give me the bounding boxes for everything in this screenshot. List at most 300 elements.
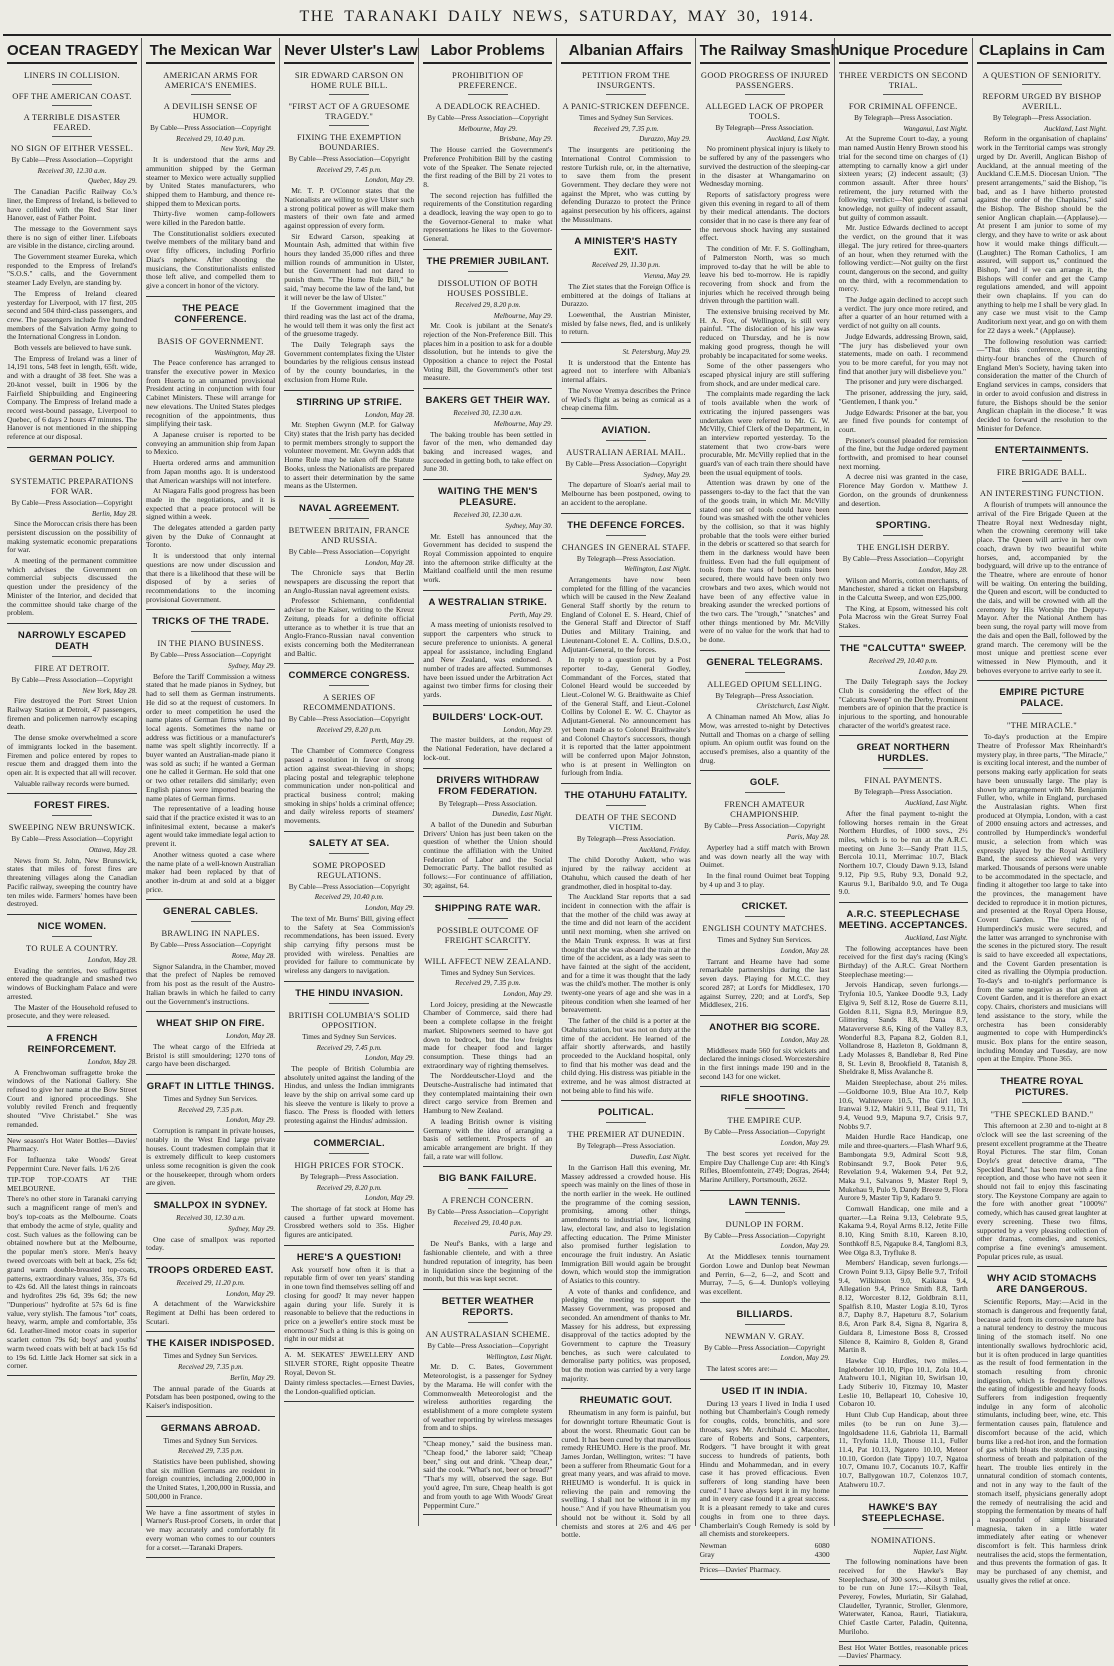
article-deck: GREAT NORTHERN HURDLES. (856, 742, 950, 765)
article-deck: AVIATION. (601, 424, 651, 436)
article-paragraph: Corruption is rampant in private houses, notably in the West End large private houses. Count tradesmen complain that it is extremely difficult to keep customers unless some recognition is given the cook or the housekeeper, through whom orders are given. (146, 1126, 276, 1188)
article (423, 896, 552, 1162)
article-dateline: Paris, May 28. (786, 833, 830, 842)
article-paragraph: The Daily Telegraph says the Jockey Club is considering the effect of the "Calcutta Sweep" on the Derby. Prominent members are of opinion that the practice is injurious to the sporting, and honourable character of the world's greatest race. (838, 677, 968, 730)
article-paragraph: Ask yourself how often it is that a reputable firm of over ten years' standing in one town find themselves selling off and closing for good? It may never happen again during your life. Surely it is reasonable to believe that the reductions in price on a jeweller's entire stock must be enormous? Such a thing is this is going on right in our midst at (284, 1264, 415, 1344)
article-paragraph: Mr. Cook is jubilant at the Senate's rejection of the Non-Preference Bill. This places him in a position to ask for a double dissolution, but he intends to give the Opposition a chance to reject the Postal Voting Bill, the Government's other test measure. (423, 321, 553, 383)
article (977, 70, 1107, 433)
article-paragraph: Scientific Reports, May:—Acid in the stomach is dangerous and frequently fatal, because acid from its corrosive nature has a natural tendency to destroy the mucous lining of the stomach itself. No one intentionally swallows hydrochloric acid, but it is often produced in large quantities as the result of food fermentation in the stomach resulting from chronic indigestion, which is frequently follows the eating of indigestible and heavy foods. Sufferers from indigestion frequently indulge in any form of alcoholic stimulants, including beer, wine, etc. This fermentation causes pain, flatulence and discomfort because of the acid, which burns like a red-hot iron, and the formation of gas which bloats the stomach, causing shortness of breath and palpitation of the heart. The trouble lies entirely in the unnatural condition of stomach contents, and not in any way to the fault of the stomach itself, physicians generally adopt the remedy of neutralising the acid and stopping the fermentation by means of half a teaspoonful of simple bisurated magnesia, taken in a little water immediately after eating or whenever discomfort is felt. This harmless drink neutralises the acid, stops the fermentation, and thus prevents the formation of gas. It may be purchased of any chemist, and usually gives the relief at once. (976, 1297, 1107, 1585)
article-paragraph: The Empress of Ireland was a liner of 14,191 tons, 548 feet in length, 65ft. wide, and with a draught of 38 feet. She was a 20-knot vessel, built in 1906 by the Fairfield Shipbuilding and Engineering Company. The Empress of Ireland made a record west-bound passage, Liverpool to Quebec, of 6 days 2 hours 47 minutes. The Hanover is not mentioned in the shipping reference at our disposal. (7, 353, 137, 442)
article-paragraph: The Peace conference has arranged to transfer the executive power in Mexico from Huerta to an unnamed provisional President acting in conjunction with four Cabinet Ministers. These will arrange for new elevations. The United States pledges recognition of the appointments, thus simplifying their task. (146, 358, 276, 429)
column-headline: CLaplains in Cam (977, 38, 1107, 64)
deck-rule (329, 853, 369, 854)
article-deck: BILLIARDS. (736, 1308, 793, 1320)
article-paragraph: The message to the Government says there is no sign of either liner. Lifeboats are visible in the distance, circling around. (7, 223, 137, 251)
article-dateline: London, May 28. (87, 1057, 137, 1066)
article-paragraph: The text of Mr. Burns' Bill, giving effect to the Safety at Sea Commission's recommendations, has been issued. Every ship carrying fifty persons must be provided with wireless. Penalties are provided for failure to communicate by wireless any dangers to navigation. (284, 913, 415, 976)
deck-rule (745, 916, 785, 917)
article (561, 229, 690, 337)
article-deck: A PANIC-STRICKEN DEFENCE. (562, 101, 690, 111)
billiards-score-row (700, 1541, 830, 1550)
article-dateline: Dunedin, Last Night. (630, 1153, 691, 1162)
article-paragraph: Signor Salandra, in the Chamber, moved that the prefect of Naples be removed from his post as the result of the Austro-Italian brawls in which he failed to carry out the Government's instructions. (146, 961, 276, 1006)
article-dateline: Wellington, Last Night. (485, 1352, 553, 1361)
article-deck: TRICKS OF THE TRADE. (152, 616, 270, 628)
article-paragraph: The master builders, at the request of the National Federation, have declared a lock-out. (423, 735, 553, 762)
article-deck: DUNLOP IN FORM. (725, 1218, 804, 1229)
article-paragraph: It is understood that the Entente has agreed not to interfere with Albania's internal affairs. (561, 357, 691, 385)
deck-rule (191, 631, 231, 632)
article-dateline: Ottawa, May 28. (88, 846, 137, 855)
article-deck: LAWN TENNIS. (728, 1196, 801, 1208)
article-deck: WHY ACID STOMACHS ARE DANGEROUS. (987, 1273, 1097, 1296)
article-deck: THE ENGLISH DERBY. (857, 542, 950, 553)
article-received: Melbourne, May 29. (458, 124, 518, 133)
article-received: Received 29, 8.20 p.m. (316, 726, 382, 735)
article-paragraph: Maiden Steeplechase, about 2½ miles.—Goldborne 10.9, Blue Ata 10.7, Kelp 10.6, Wahtewere 10.5, The Girl 10.3, Iranwai 9.12, Makiri 9.11, Beal 9.11, Tri 9.4, Veuod 9.9, Mapuna 9.7, Crisis 9.7, Nobbs 9.7. (838, 1078, 968, 1131)
article-paragraph: A meeting of the permanent committee which advises the Government on commercial subjects discussed the question under the presidency of the Minister of the Interior, and decided that the committee should take charge of the problem. (7, 556, 137, 618)
article-paragraph: The Master of the Household refused to prosecute, and they were released. (7, 1002, 137, 1021)
deck-rule (883, 535, 923, 536)
article-source: By Telegraph—Press Association. (438, 799, 537, 808)
article-source: By Telegraph—Press Association. (854, 788, 953, 797)
article-divider (561, 1100, 690, 1101)
article-received: Received 30, 12.30 a.m. (176, 1214, 246, 1223)
article-paragraph: Fire destroyed the Port Street Union Railway Station at Detroit, 47 passengers, firemen and policemen narrowly escaping death. (7, 696, 137, 732)
article-dateline: Auckland, Last Night. (905, 799, 968, 808)
article (977, 1266, 1107, 1585)
article-received: Received 29, 10.40 p.m. (868, 656, 938, 665)
article (146, 1193, 275, 1253)
article-dateline: London, May 29. (226, 1289, 276, 1298)
article (700, 1379, 830, 1539)
deck-rule (1022, 460, 1062, 461)
article-deck: FIRE BRIGADE BALL. (996, 467, 1087, 478)
article-deck: TROOPS ORDERED EAST. (147, 1264, 274, 1276)
deck-rule (606, 535, 646, 536)
article-paragraph: A Japanese cruiser is reported to be conveying an ammunition ship from Japan to Mexico. (146, 429, 276, 457)
article-paragraph: Professor Schiemann, confidential adviser to the Kaiser, writing to the Kreuz Zeitung, pleads for a definite official utterance as to whether it is true that an Anglo-Franco-Russian naval convention exists concerning both the Mediterranean and Baltic. (284, 596, 415, 658)
advertisement-text: Dainty rimless spectacles.—Ernest Davies, the London-qualified optician. (284, 1378, 415, 1397)
article-source: By Cable—Press Association—Copyright (11, 498, 133, 507)
article-dateline: London, May 29. (503, 725, 553, 734)
article (423, 768, 552, 891)
article-paragraph: The departure of Sloan's aerial mail to Melbourne has been postponed, owing to an accident to the aeroplane. (561, 480, 691, 507)
article-deck: THEATRE ROYAL PICTURES. (1000, 1076, 1084, 1099)
article (284, 831, 414, 976)
deck-rule (606, 805, 646, 806)
advertisement-block (700, 1563, 830, 1580)
article-divider (7, 447, 137, 448)
article-paragraph: At Niagara Falls good progress has been made in the negotiations, and it is expected that a peace protocol will be signed within a week. (146, 486, 276, 522)
article-deck: NOMINATIONS. (870, 1534, 936, 1545)
article-paragraph: Mr. Stephen Gwynn (M.P. for Galway City) states that the Irish party has decided to permit members strongly to support the volunteer movement. Mr. Gwynn adds that Home Rule may be taken off the Statute Books, unless the Nationalists are prepared to assert their determination by the same means as the Ulstermen. (284, 420, 415, 491)
article-source: By Cable—Press Association—Copyright (150, 124, 272, 132)
article-dateline: Berlin, May 29. (230, 1373, 276, 1382)
article (7, 914, 137, 1021)
article-source: By Cable—Press Association—Copyright (427, 1341, 549, 1350)
article-deck: BRAWLING IN NAPLES. (161, 928, 260, 939)
article-divider (146, 609, 275, 610)
deck-rule (52, 136, 92, 137)
article-deck: GERMAN POLICY. (28, 453, 115, 465)
article-paragraph: Huerta ordered arms and ammunition from Japan months ago. It is understood that American warships will not interfere. (146, 458, 276, 485)
article-paragraph: Reform in the organisation of chaplains' work in the Territorial camps was strongly urged by Dr. Averill, Anglican Bishop of Auckland, at the annual meeting of the Auckland C.E.M.S. Diocesan Union. "The present arrangements," said the Bishop, "is bad, and as I have hitherto protested against the order of the Chaplains," said the Bishop. The Bishop should be the senior Anglican chaplain.—(Applause).—At present I am junior to some of my clergy, and they have to write or ask about how it would make things difficult.—(Laughter.) The Roman Catholics, I am assured, will support us," continued the Bishop, "and if we can arrange it, the Bishops will confer and get the Camp regulations amended, and will appoint their own chaplains. If you can do anything to help me I shall be very glad. In any case we must visit to the Camp Auditorium next year, and go on with them for 22 days a week." (Applause). (976, 134, 1107, 335)
article (839, 735, 968, 896)
article-dateline: Durazzo, May 29. (639, 135, 691, 144)
article (423, 388, 552, 474)
deck-rule (745, 672, 785, 673)
article (839, 902, 968, 1490)
article-dateline: Perth, May 29. (509, 610, 553, 619)
article-deck: A MINISTER'S HASTY EXIT. (574, 236, 678, 259)
article (977, 680, 1107, 1064)
article-deck: FIRE AT DETROIT. (34, 662, 110, 673)
article-paragraph: The Daily Telegraph says the Government contemplates fixing the Ulster boundaries by the religious census instead of by the county boundaries, in the exclusion from Home Rule. (284, 340, 415, 384)
article (146, 1416, 275, 1502)
article (423, 705, 552, 763)
deck-rule (745, 1108, 785, 1109)
article-deck: AN INTERESTING FUNCTION. (979, 488, 1104, 499)
deck-rule (52, 84, 92, 85)
article-paragraph: Loewenthal, the Austrian Minister, misled by false news, fled, and is unlikely to return. (561, 309, 691, 337)
article-deck: SMALLPOX IN SYDNEY. (153, 1200, 268, 1212)
article-dateline: Christchurch, Last Night. (756, 702, 830, 711)
article-paragraph: Maiden Hurdle Race Handicap, one mile and three-quarters.—Flash Wharf 9.6, Bambongata 9.9, Admiral Scott 9.8, Robinsandt 9.7, Book Peter 9.6, Revelation 9.4, Wakemen 9.4, Pet 9.2, Maka 9.1, Salvanos 9, Master Repl 9, Mukehau 9, Pulo 9, Dandy Breeze 9, Flora Aurore 9, Master Tip 9, Kadaro 9. (838, 1132, 968, 1203)
article (700, 894, 830, 1010)
article-deck: A DEADLOCK REACHED. (435, 101, 541, 111)
deck-rule (468, 918, 508, 919)
article (284, 1245, 414, 1344)
article-paragraph: Attention was drawn by one of the passengers to-day to the fact that the van of the goods train, in which Mr. McVilly stated one set of tools could have been found was smashed with the other vehicles by the collision, so that it was highly probable that the tools were either buried in the debris or scattered so that search for them in the darkness would have been fruitless. Even had the full equipment of tools from the vans of both trains been secured, there would have been only two crowbars and two axes, which would not have been of any effective value in breaking asunder the wrecked portions of the two cars. The "trough," "snatches" and other things mentioned by Mr. McVilly were of no value for the work that had to be done. (699, 478, 830, 645)
article-dateline: St. Petersburg, May 29. (622, 348, 691, 357)
deck-rule (191, 94, 231, 95)
deck-rule (52, 105, 92, 106)
article-divider (146, 1331, 275, 1332)
article-dateline: London, May 29. (365, 1054, 415, 1063)
article-paragraph: The condition of Mr. F. S. Gollingham, of Palmerston North, was so much improved to-day that he will be able to leave his bed to-morrow. He is rapidly recovering from shock and from the injuries which he received through being driven through the partition wall. (699, 244, 830, 306)
article-source: By Telegraph—Press Association. (854, 114, 953, 122)
article-divider (146, 1193, 275, 1194)
article-paragraph: The shortage of fat stock at Home has caused a further upward movement. Crossbred wethers sold to 35s. Higher figures are anticipated. (284, 1203, 415, 1240)
deck-rule (468, 1188, 508, 1189)
article (7, 793, 137, 909)
article (423, 70, 552, 244)
article-paragraph: The House carried the Government's Preference Prohibition Bill by the casting vote of the Speaker. The Senate rejected the first reading of the Bill by 21 votes to 8. (423, 145, 553, 189)
masthead-title: THE TARANAKI DAILY NEWS, SATURDAY, MAY 30, 1914. (299, 8, 815, 25)
article-deck: FOREST FIRES. (34, 800, 110, 812)
article-deck: FOR CRIMINAL OFFENCE. (848, 101, 958, 111)
deck-rule (883, 768, 923, 769)
deck-rule (191, 921, 231, 922)
article (839, 70, 968, 508)
deck-rule (606, 1122, 646, 1123)
article-source: Times and Sydney Sun Services. (440, 968, 535, 977)
article-paragraph: The Auckland Star reports that a sad incident in connection with the affair is that the mother of the child was away at the time and did not learn of the accident until next morning, when she arrived on the Main Trunk express. It was at first thought that she was aboard the train at the time of the accident, as a lady was seen to have fainted at the sight of the accident, and for a time it was thought that the lady was the child's mother. The mother is only twenty-one years of age and she was in a piteous condition when she learned of her bereavement. (561, 892, 691, 1015)
article-deck: ALLEGED OPIUM SELLING. (707, 678, 823, 689)
article-paragraph: Reports of satisfactory progress were given this evening in regard to all of them by their medical attendants. The doctors consider that in no case is there any fear of the nervous shock having any sustained effect. (699, 189, 830, 243)
article-paragraph: The insurgents are petitioning the International Control Commission to restore Turkish rule, or, in the alternative, to save them from the present Government. They declare they were not against the Mpret, who was cutting by defending Durazzo to protect the Prince against persecution by his officers, against the Mussulmans. (561, 145, 691, 224)
advertisement-block (146, 1506, 275, 1558)
article-divider (700, 1190, 830, 1191)
article-paragraph: In the Garrison Hall this evening, Mr. Massey addressed a crowded house. His speech was mainly on the lines of those in the north earlier in the week. He outlined the programme of the coming session, promising, among other things, amendments to industrial law, licensing law, electoral law, and also to legislation affecting education. The Prime Minister also promised further legislation to encourage the fruit industry. An Asiatic Immigration Bill would again be brought down, which would stop the immigration of Asiatics to this country. (561, 1162, 691, 1286)
advertisement-text: Best Hot Water Bottles, reasonable prices—Davies' Pharmacy. (838, 1642, 968, 1661)
article-dateline: Auckland, Last Night. (905, 933, 968, 942)
article (146, 609, 275, 894)
article-source: Times and Sydney Sun Services. (163, 1436, 258, 1445)
article (146, 1011, 275, 1069)
article-source: By Telegraph—Press Association. (715, 691, 814, 700)
article-deck: EMPIRE PICTURE PALACE. (999, 687, 1085, 710)
article (700, 1086, 830, 1184)
article-deck: RHEUMATIC GOUT. (579, 1395, 673, 1407)
article-dateline: Brisbane, May 29. (499, 135, 553, 144)
article (284, 390, 414, 491)
article-dateline: Auckland, Last Night. (1044, 124, 1107, 133)
article (561, 1388, 690, 1540)
article-dateline: Sydney, May 30. (505, 521, 553, 530)
article-deck: USED IT IN INDIA. (721, 1385, 808, 1397)
article (284, 70, 414, 385)
article-divider (700, 1086, 830, 1087)
article-divider (284, 663, 414, 664)
article-source: Times and Sydney Sun Services. (578, 114, 674, 122)
column-8 (973, 38, 1111, 1585)
article-received: Received 29, 10.40 p.m. (176, 134, 246, 143)
columns-container (3, 38, 1111, 1661)
deck-rule (745, 1212, 785, 1213)
player-score: 6080 (814, 1540, 830, 1550)
masthead (3, 0, 1111, 36)
article-deck: ALLEGED LACK OF PROPER TOOLS. (705, 101, 824, 121)
article-paragraph: One case of smallpox was reported today. (146, 1234, 276, 1253)
article-deck: HIGH PRICES FOR STOCK. (294, 1159, 404, 1170)
article-source: By Cable—Press Association—Copyright (11, 156, 133, 164)
article-source: By Cable—Press Association—Copyright (150, 941, 272, 950)
article-divider (284, 981, 414, 982)
article-source: By Cable—Press Association—Copyright (427, 1208, 549, 1217)
article-deck: A WESTRALIAN STRIKE. (428, 596, 548, 608)
article (977, 1069, 1107, 1261)
article-dateline: Napier, Last Night. (913, 1547, 968, 1556)
article-divider (839, 1495, 968, 1496)
article-divider (561, 1388, 690, 1389)
article-paragraph: No prominent physical injury is likely to be suffered by any of the passengers who survived the destruction of the sleeping-car in the disaster at Whangamarino on Wednesday morning. (699, 144, 830, 189)
article-dateline: Wellington, Last Night. (624, 565, 691, 574)
article-deck: BAKERS GET THEIR WAY. (425, 395, 551, 407)
article-paragraph: Before the Tariff Commission a witness stated that he made pianos in Sydney, but had to sell them as German instruments. He did so at the request of customers. In order to meet competition he used the name plates of German firms who had no local agents. Sometimes the name or address was fictitious or a manufacturer's name was spelt slightly incorrectly. If a buyer wanted an Australian-made piano it was sold as such; if he wanted a German one he called it German. He sold that one or two other retailers did similarly; even English pianos were imported bearing the name plates of German firms. (146, 671, 276, 803)
article-source: Times and Sydney Sun Services. (163, 1352, 258, 1361)
article-source: By Telegraph—Press Association. (715, 124, 814, 132)
column-4 (419, 38, 557, 1526)
article (284, 496, 414, 658)
article (561, 1100, 690, 1383)
advertisement-block (839, 1641, 968, 1666)
article (284, 663, 414, 825)
article-paragraph: Mr. T. P. O'Connor states that the Nationalists are willing to give Ulster such a strong political power as will make them masters of their own fate and armed against oppression of every form. (284, 186, 415, 230)
article-paragraph: At the Middlesex tennis tournament Gordon Lowe and Dunlop beat Newman and Perrin, 6—2, 6—2, and Scott and Murray, 7—5, 6—4. Dunlop's volleying was excellent. (699, 1252, 830, 1296)
article-paragraph: To-day's production at the Empire Theatre of Professor Max Rheinhardt's mystery play, in three parts, "The Miracle," is exciting local interest, and the number of persons making early application for seats have been unusually large. The play is shown by arrangement with Mr. Benjamin Fuller, who, while in England, purchased the Australasian rights. When first produced at Olympia, London, with a cast of 2000 ensuing actors and actresses, and controlled by Humperdinck's wonderful music, a selection from which was expressly played by the Royal Artillery Band, the success achieved was very marked. Thousands of persons were unable to be accommodated in the spectacle, and finding it altogether too large to take into the provinces, the management have decided to reproduce it in motion pictures, and presented at the Royal Opera House, Covent Garden. The rights of Humperdinck's music were secured, and the latter was arranged to synchronise with the scenes in the pictured story. The result is said to have exceeded all expectations, and the Covent Garden presentation is cited as rivalling the Olympia production. To-day's and to-night's performance is from the same negative as that given at Covent Garden, and it is therefore an exact copy. Chairs, choristers and musicians will lend assistance to the story, while the orchestra has been considerably augmented to cope with Humperdinck's music. Box plans for the entire season, including Monday and Tuesday, are now open at the Empire. 'Phone 365. (976, 732, 1107, 1064)
deck-rule (329, 518, 369, 519)
article (977, 438, 1107, 675)
article-deck: RIFLE SHOOTING. (720, 1093, 809, 1105)
article-dateline: Paris, May 29. (509, 1229, 553, 1238)
article (700, 1302, 830, 1374)
article-deck: A FRENCH CONCERN. (442, 1195, 534, 1206)
article-received: Received 29, 11.20 p.m. (176, 1278, 245, 1287)
article (284, 1131, 414, 1240)
article (423, 1166, 552, 1284)
article-deck: TO RULE A COUNTRY. (26, 943, 118, 953)
article-deck: HAWKE'S BAY STEEPLECHASE. (861, 1501, 945, 1524)
article-deck: GENERAL TELEGRAMS. (706, 656, 823, 668)
article-dateline: London, May 29. (365, 1194, 415, 1203)
article-paragraph: After the final payment to-night the following horses remain in the Great Northern Hurdles, of 1000 sovs., 2½ miles, which is to be run at the A.R.C. meeting on June 3:—Sandy Pratt 11.5, Bercola 10.11, Merrimac 10.7, Black Northern 10.7, Cloudy Dawn 9.13, Island 9.12, Pip 9.5, Ruby 9.3, Donald 9.2, Kaurus 9.1, Baribaldo 9.0, and Te Ouga 9.0. (838, 808, 968, 897)
article-paragraph: The following resolution was carried:—"That this conference, representing thirty-four branches of the Church of England Men's Society, having taken into consideration the matter of the Church of England services in camps, considers that in order to avoid confusion and distress in future, the Bishops should be the senior Anglican chaplain in the diocese." It was decided to forward the resolution to the Minister for Defence. (976, 336, 1107, 433)
article-deck: WILL AFFECT NEW ZEALAND. (424, 955, 552, 966)
article-paragraph: The prisoner and jury were discharged. (845, 377, 963, 387)
article-deck: NAVAL AGREEMENT. (298, 502, 400, 514)
article (146, 296, 275, 605)
article-source: By Cable—Press Association—Copyright (11, 675, 133, 684)
article-deck: FINAL PAYMENTS. (864, 775, 943, 786)
article-dateline: Dunedin, Last Night. (492, 810, 553, 819)
article-paragraph: Mr. Justice Edwards declined to accept the verdict, on the ground that it was illegal. The jury retired for three-quarters of an hour, when they returned with the following verdict:—Not guilty on the first count, dangerous on the second, and guilty on the third, with a recommendation to mercy. (838, 223, 968, 294)
article-divider (423, 388, 552, 389)
article-divider (423, 249, 552, 250)
deck-rule (606, 440, 646, 441)
deck-rule (745, 94, 785, 95)
article-deck: GOOD PROGRESS OF INJURED PASSENGERS. (700, 70, 829, 90)
column-6 (696, 38, 840, 1574)
column-headline: The Mexican War (146, 38, 275, 64)
article-paragraph: The extensive bruising received by Mr. H. A. Fox, of Wellington, is still very painful. "The dislocation of his jaw was reduced on Thursday, and he is now making good progress, though he will probably be incapacitated for some weeks. (699, 307, 830, 360)
article-divider (561, 783, 690, 784)
article-paragraph: Judge Edwards, addressing Brown, said, "The jury has disbelieved your own statements, made on oath. I recommend you to be more careful, for you may not find that another jury will disbelieve you." (838, 331, 968, 376)
article-paragraph: The baking trouble has been settled in favor of the men, who demanded day baking and increased wages, and succeeded in getting both, to take effect on June 30. (423, 429, 553, 474)
article-divider (423, 590, 552, 591)
article-received: Received 29, 8.20 p.m. (316, 1183, 382, 1192)
article-source: By Cable—Press Association—Copyright (288, 155, 410, 163)
article-deck: CRICKET. (741, 901, 788, 913)
article-paragraph: The complaints made regarding the lack of tools available when the work of extricating the injured passengers was undertaken were referred to Mr. G. W. McVilly, Chief Clerk of the Department, in an interview reported yesterday. To the statement that two crow-bars were procurable, Mr. McVilly replied that in the guard's van of each train there should have been the usual equipment of tools. (699, 389, 830, 477)
article-paragraph: Evading the sentries, two suffragettes entered the quadrangle and smashed two windows of Buckingham Palace and were arrested. (7, 965, 137, 1001)
article-paragraph: The second rejection has fulfilled the requirements of the Constitution regarding a deadlock, leaving the way open to go to the Governor-General to make what representations he likes to the Governor-General. (423, 190, 553, 244)
article-deck: NEWMAN V. GRAY. (724, 1330, 805, 1341)
article-paragraph: A Frenchwoman suffragette broke the windows of the National Gallery. She refused to give her name at the Bow Street Court and ignored proceedings. She volubly reviled French and frequently shouted "Vive Christabel." She was remanded. (7, 1067, 137, 1129)
article-deck: NO SIGN OF EITHER VESSEL. (10, 143, 134, 153)
article-divider (146, 1258, 275, 1259)
article-divider (284, 1131, 414, 1132)
article-received: Received 29, 7.35 p.m. (593, 124, 659, 133)
article-divider (977, 1266, 1107, 1267)
article-source: By Telegraph—Press Association. (576, 835, 676, 844)
article-divider (700, 1302, 830, 1303)
article-source: By Cable—Press Association—Copyright (704, 1128, 826, 1137)
article-divider (7, 914, 137, 915)
deck-rule (329, 1003, 369, 1004)
article-paragraph: The dense smoke overwhelmed a score of immigrants locked in the basement. Firemen and police entered by ropes to rescue them and dragged them into the open air. It is expected that all will recover. (7, 733, 137, 777)
article-deck: CHANGES IN GENERAL STAFF. (561, 541, 691, 552)
article-divider (7, 793, 137, 794)
article-paragraph: The Empress of Ireland cleared yesterday for Liverpool, with 17 first, 205 second and 504 third-class passengers, and crew. The passengers include five hundred members of the Salvation Army going to the International Congress in London. (7, 288, 137, 342)
article-deck: BETTER WEATHER REPORTS. (441, 1295, 534, 1318)
article-paragraph: Lord Joicey, presiding at the Newcastle Chamber of Commerce, said there had been a complete collapse in the freight market. Shipowners seemed to have got down to bedrock, but the low freights made for cheaper food and larger consumption. These things had an extraordinary way of righting themselves. (423, 999, 553, 1070)
article-paragraph: Mr. D. C. Bates, Government Meteorologist, is a passenger for Sydney by the Marama. He will confer with the Commonwealth Meteorologist and the wireless authorities regarding the establishment of a more complete system of weather reporting by wireless messages from and to ships. (423, 1362, 553, 1433)
article-source: By Cable—Press Association—Copyright (427, 114, 549, 122)
article-received: Received 29, 11.30 p.m. (591, 261, 661, 270)
column-3 (280, 38, 419, 1526)
article-paragraph: Judge Edwards: Prisoner at the bar, you are fined five pounds for contempt of court. (838, 407, 968, 434)
article-paragraph: The prisoner, addressing the jury, said, "Gentlemen, I thank you." (838, 388, 968, 406)
article (146, 899, 275, 1006)
article-source: By Cable—Press Association—Copyright (704, 1343, 826, 1352)
article-deck: SIR EDWARD CARSON ON HOME RULE BILL. (294, 70, 404, 90)
article-dateline: London, May 28. (365, 558, 415, 567)
article-paragraph: It is understood that the arms and ammunition shipped by the German steamer to Mexico were actually supplied by United States manufacturers, who shipped them to Hamburg, and thence re-shipped them to Mexican ports. (146, 155, 276, 208)
article-divider (146, 1416, 275, 1417)
article-paragraph: In the final round Ouimet beat Topping by 4 up and 3 to play. (699, 870, 830, 889)
article (146, 70, 275, 291)
column-7 (835, 38, 973, 1661)
article-dateline: London, May 29. (226, 1116, 276, 1125)
article-paragraph: The annual parade of the Guards at Potsdam has been postponed, owing to the Kaiser's indisposition. (146, 1383, 276, 1410)
article-source: By Cable—Press Association—Copyright (150, 651, 272, 660)
article-dateline: Sydney, May 29. (228, 1224, 276, 1233)
article-deck: SHIPPING RATE WAR. (434, 902, 541, 914)
article-divider (561, 229, 690, 230)
article-deck: DEATH OF THE SECOND VICTIM. (575, 812, 677, 833)
player-name: Newman (699, 1540, 727, 1550)
article-deck: OFF THE AMERICAN COAST. (12, 91, 132, 101)
article-deck: AN AUSTRALASIAN SCHEME. (425, 1328, 551, 1339)
article-paragraph: The Chronicle says that Berlin newspapers are discussing the report that an Anglo-Russian naval agreement exists. (284, 568, 415, 595)
advertisement-text: New season's Hot Water Bottles—Davies' Pharmacy. (7, 1135, 137, 1154)
article-paragraph: The Norddeutscher-Lloyd and the Deutsche-Australische had intimated that they contemplated maintaining their own direct cargo service from Bremen and Hamburg to New Zealand. (423, 1071, 553, 1116)
deck-rule (191, 329, 231, 330)
article-paragraph: The Constitutionalist soldiers executed twelve members of the military band and over fifty officers, including Porfirio Diaz's nephew. After shooting the musicians, the Constitutionalists enlisted those left alive, and compelled them to give a concert in honor of the victory. (146, 228, 276, 290)
article-paragraph: Hunt Club Cup Handicap, about three miles (to be run on June 3).—Ingoldsadene 11.6, Gabriola 11, Barmall 11, Tryfonia 11.0, Thouse 11.1, Fuller 11.4, Pat 10.13, Ngatero 10.10, Meteor 10.10, Gordon (late Tippy) 10.7, Ngatoa 10.7, Omanu 10.7, Cocanuts 10.7, Kaffir 10.7, Ballygowan 10.7, Colenzos 10.7, Atahweru 10.7. (838, 1410, 968, 1489)
article (700, 770, 830, 889)
article-dateline: New York, May 29. (220, 145, 276, 154)
article-paragraph: The people of British Columbia are absolutely united against the landing of the Hindus, and unless the Indian immigrants leave by the ship on arrival some card up his sleeve the venture is likely to prove a fiasco. The Press is flooded with letters protesting against the Hindus' admission. (284, 1063, 415, 1126)
article (839, 513, 968, 631)
article-deck: THE HINDU INVASION. (295, 987, 404, 999)
article-deck: GENERAL CABLES. (163, 906, 259, 918)
article (700, 70, 830, 645)
deck-rule (329, 1153, 369, 1154)
article-deck: SOME PROPOSED REGULATIONS. (312, 859, 386, 880)
article-deck: ENGLISH COUNTY MATCHES. (702, 923, 827, 934)
article-deck: BETWEEN BRITAIN, FRANCE AND RUSSIA. (288, 524, 410, 545)
article-deck: SPORTING. (875, 520, 931, 532)
article-divider (561, 342, 690, 343)
deck-rule (329, 125, 369, 126)
article-divider (700, 650, 830, 651)
article-source: Times and Sydney Sun Services. (302, 1032, 397, 1041)
article-deck: FIXING THE EXEMPTION BOUNDARIES. (296, 132, 402, 152)
article-dateline: Quebec, May 29. (87, 177, 137, 186)
article-deck: FRENCH AMATEUR CHAMPIONSHIP. (724, 799, 805, 820)
article-source: By Cable—Press Association—Copyright (704, 1231, 826, 1240)
article-deck: PROHIBITION OF PREFERENCE. (452, 70, 524, 90)
column-headline: Unique Procedure (839, 38, 968, 64)
article-paragraph: Jervois Handicap, seven furlongs.—Tryfonia 10.5, Yankee Doodle 9.3, Lady Elgiva 9, Self 8.12, Rose de Guerre 8.11, Golden 8.11, Signa 8.9, Meringue 8.9, Glittering Sands 8.8, Dana 8.7, Mataververse 8.6, King of the Valley 8.3, Wonderful 8.3, Papana 8.2, Golden 8.1, Vollandrose 8, Hazleton 8, Goldmann 8, Lady Molasses 8, Bandlebar 8, Red Pine 8, St. Levin 8, Brookfield 8, Tatanish 8, Sheldrake 8, Miss Avalanche 8. (838, 980, 968, 1077)
article-deck: "FIRST ACT OF A GRUESOME TRAGEDY." (288, 101, 410, 121)
article-received: Received 29, 7.35 p.m. (177, 1363, 244, 1372)
article-paragraph: A detachment of the Warwickshire Regiment at Delhi has been ordered to Scutari. (146, 1299, 276, 1326)
article (561, 783, 690, 1095)
